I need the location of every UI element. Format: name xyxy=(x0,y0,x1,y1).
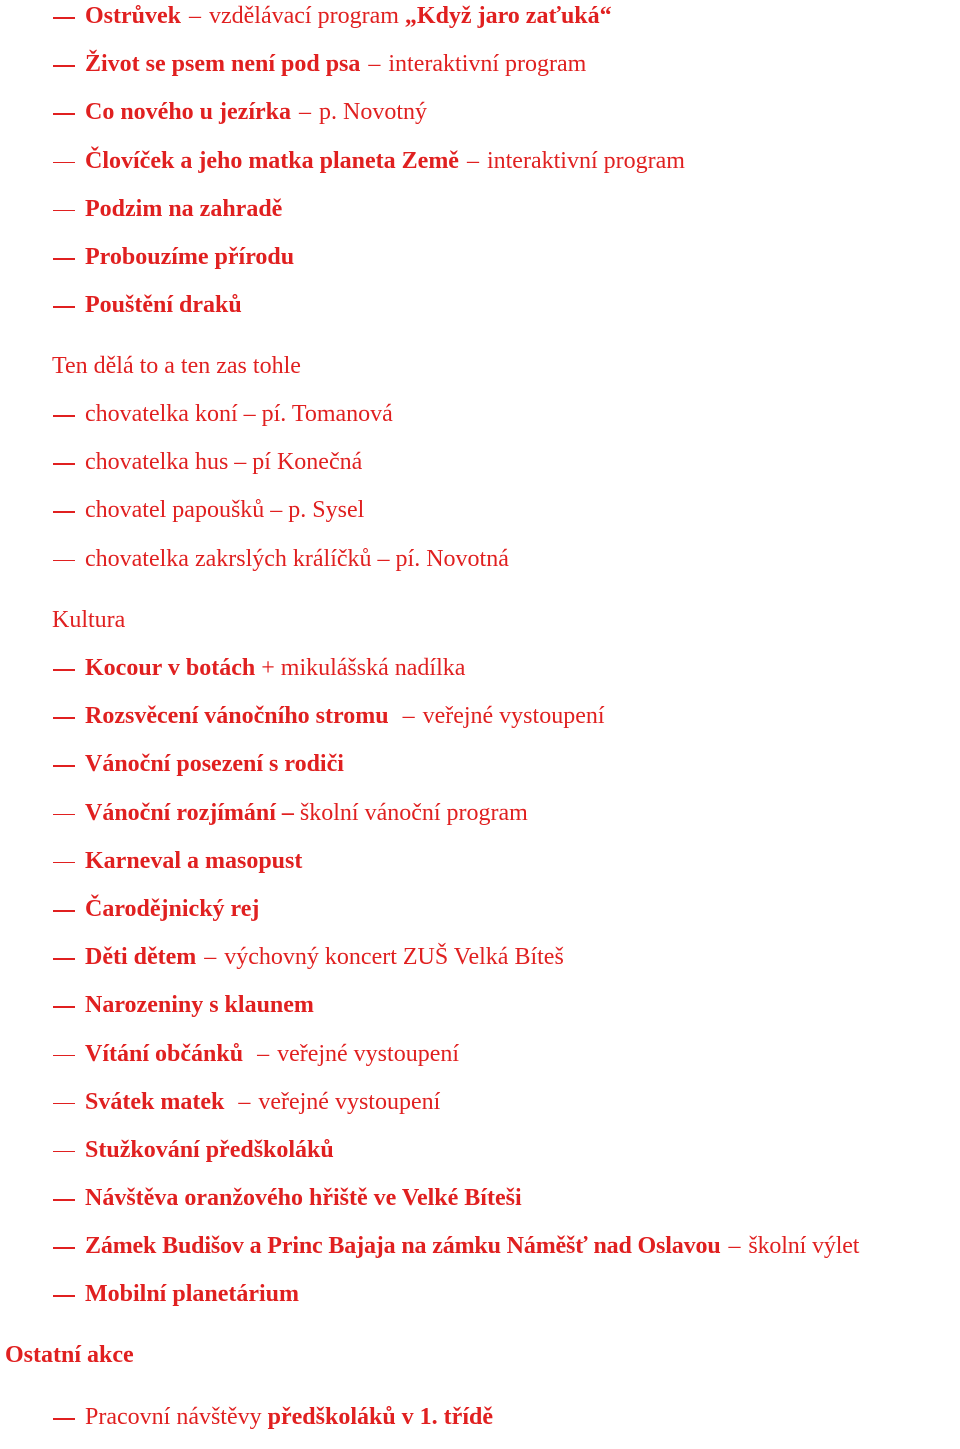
list-item xyxy=(0,1038,960,1086)
item-title: Děti dětem xyxy=(85,944,197,971)
item-description: Pracovní návštěvy xyxy=(85,1404,268,1430)
item-separator: – xyxy=(204,944,217,971)
item-separator: – xyxy=(299,99,311,126)
item-description: chovatelka hus – pí Konečná xyxy=(85,449,363,476)
list-item xyxy=(0,1086,960,1134)
item-description: veřejné vystoupení xyxy=(277,1040,460,1067)
list-item xyxy=(0,652,960,700)
item-title: Vánoční rozjímání xyxy=(85,799,276,826)
item-title: Čarodějnický rej xyxy=(85,895,260,922)
section-heading-ten-dela: Ten dělá to a ten zas tohle xyxy=(52,353,301,379)
item-separator: – xyxy=(238,1088,251,1115)
list-item xyxy=(0,1401,960,1449)
list-item xyxy=(0,1278,960,1326)
item-title: Narozeniny s klaunem xyxy=(85,992,314,1019)
list-item xyxy=(0,1182,960,1230)
item-title: Život se psem není pod psa xyxy=(85,51,361,78)
item-description: interaktivní program xyxy=(486,147,685,174)
item-title: předškoláků v 1. třídě xyxy=(267,1404,493,1430)
item-title: Mobilní planetárium xyxy=(85,1281,300,1308)
item-description: veřejné vystoupení xyxy=(258,1088,441,1115)
breeders-list xyxy=(0,398,960,591)
list-item xyxy=(0,145,960,193)
item-title: Stužkování předškoláků xyxy=(85,1136,334,1163)
item-description: p. Novotný xyxy=(319,99,427,126)
item-separator: – xyxy=(728,1233,741,1260)
list-item xyxy=(0,797,960,845)
item-title: Podzim na zahradě xyxy=(85,195,283,222)
item-title: Pouštění draků xyxy=(85,292,242,319)
item-title-quoted: „Když jaro zaťuká“ xyxy=(404,3,612,29)
list-item xyxy=(0,845,960,893)
item-title: Kocour v botách xyxy=(85,655,256,681)
list-item xyxy=(0,1230,960,1278)
item-separator: – xyxy=(257,1040,270,1067)
program-list xyxy=(0,0,960,337)
list-item xyxy=(0,700,960,748)
item-title: Vánoční posezení s rodiči xyxy=(85,751,344,778)
item-description: interaktivní program xyxy=(388,51,587,78)
item-title: Zámek Budišov a Princ Bajaja na zámku Náměšť nad Oslavou xyxy=(85,1233,721,1260)
item-description: chovatelka zakrslých králíčků – pí. Novotná xyxy=(85,545,509,572)
item-description: školní výlet xyxy=(748,1233,860,1260)
list-item xyxy=(0,398,960,446)
list-item xyxy=(0,96,960,144)
list-item xyxy=(0,241,960,289)
list-item xyxy=(0,941,960,989)
item-description: veřejné vystoupení xyxy=(422,703,605,730)
item-title: Svátek matek xyxy=(85,1088,225,1115)
item-separator: – xyxy=(189,3,201,29)
item-title: Rozsvěcení vánočního stromu xyxy=(85,703,389,730)
item-description: chovatel papoušků – p. Sysel xyxy=(85,497,365,524)
list-item xyxy=(0,494,960,542)
other-events-list xyxy=(0,1401,960,1449)
list-item xyxy=(0,748,960,796)
item-description: školní vánoční program xyxy=(299,799,528,826)
list-item xyxy=(0,289,960,337)
item-title: Vítání občánků xyxy=(85,1040,244,1067)
item-description: vzdělávací program xyxy=(209,3,399,29)
list-item xyxy=(0,0,960,48)
item-separator: – xyxy=(368,51,381,78)
item-title: Ostrůvek xyxy=(85,3,181,29)
list-item xyxy=(0,446,960,494)
item-title: Karneval a masopust xyxy=(85,847,303,874)
item-title: Co nového u jezírka xyxy=(85,99,291,126)
item-title: Probouzíme přírodu xyxy=(85,243,295,270)
section-heading-kultura: Kultura xyxy=(52,607,126,633)
list-item xyxy=(0,893,960,941)
item-separator: – xyxy=(466,147,479,174)
item-separator: – xyxy=(402,703,415,730)
list-item xyxy=(0,989,960,1037)
section-heading-ostatni-akce: Ostatní akce xyxy=(5,1342,134,1368)
item-description: + mikulášská nadílka xyxy=(255,655,466,681)
item-separator: – xyxy=(281,799,294,826)
item-title: Človíček a jeho matka planeta Země xyxy=(85,147,459,174)
item-title: Návštěva oranžového hřiště ve Velké Bíteši xyxy=(85,1185,522,1212)
item-description: výchovný koncert ZUŠ Velká Bíteš xyxy=(224,944,564,971)
list-item xyxy=(0,193,960,241)
list-item xyxy=(0,543,960,591)
list-item xyxy=(0,48,960,96)
culture-list xyxy=(0,652,960,1327)
item-description: chovatelka koní – pí. Tomanová xyxy=(85,401,393,427)
list-item xyxy=(0,1134,960,1182)
